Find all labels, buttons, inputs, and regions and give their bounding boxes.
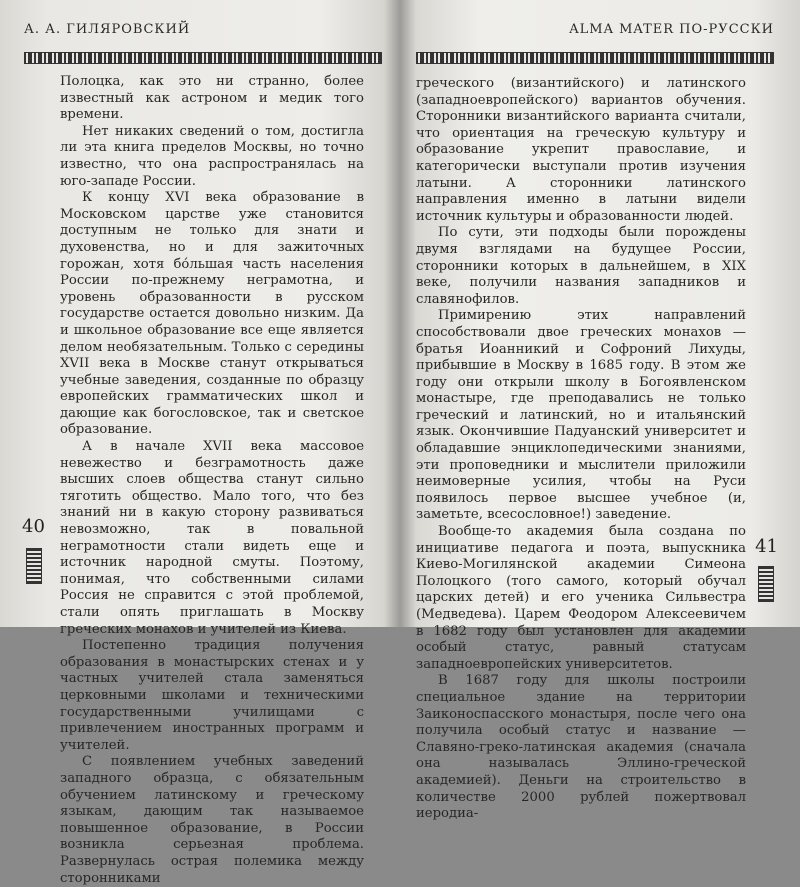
left-ornament-band: [24, 52, 382, 64]
paragraph: По сути, эти подходы были порождены двумя взглядами на будущее России, сторонники которых в дальнейшем, в XIX веке, получили названия западников и славянофилов.: [416, 225, 746, 307]
paragraph: Примирению этих направлений способствовали двое греческих монахов — братья Иоанникий и Софроний Лихуды, прибывшие в Москву в 1685 году. В этом же году они открыли школу в Богоявленском монастыре, где преподавались не только греческий и латинский, но и итальянский язык. Окончившие Падуанский университет и обладавшие энциклопедическими знаниями, эти проповедники и мыслители приложили неимоверные усилия, чтобы на Руси появилось первое высшее учебное (и, заметьте, всесословное!) заведение.: [416, 308, 746, 523]
paragraph: Вообще-то академия была создана по инициативе педагога и поэта, выпускника Киево-Могилянской академии Симеона Полоцкого (того самого, который обучал царских детей) и его ученика Сильвестра (Медведева). Царем Феодором Алексеевичем в 1682 году был установлен для академии особый статус, равный статусам западноевропейских университетов.: [416, 524, 746, 672]
right-page-number: 41: [755, 536, 778, 557]
paragraph: Нет никаких сведений о том, достигла ли эта книга пределов Москвы, но точно известно, что она распространялась на юго-западе России.: [60, 123, 364, 189]
left-page-number: 40: [22, 516, 45, 537]
left-body-text: [60, 74, 364, 887]
paragraph: К концу XVI века образование в Московском царстве уже становится доступным не только для знати и духовенства, но и для зажиточных горожан, хотя бо́льшая часть населения России по-прежнему неграмотна, и уровень образованности в русском государстве остается довольно низким. Да и школьное образование все еще является делом необязательным. Только с середины XVII века в Москве станут открываться учебные заведения, созданные по образцу европейских грамматических школ и дающие как богословское, так и светское образование.: [60, 190, 364, 438]
left-page: [0, 0, 398, 886]
right-body-text: [416, 76, 746, 823]
paragraph: А в начале XVII века массовое невежество и безграмотность даже высших слоев общества станут сильно тяготить общество. Мало того, что без знаний ни в какую сторону развиваться невозможно, так в повальной неграмотности стали видеть еще и источник народной смуты. Поэтому, понимая, что собственными силами Россия не справится с этой проблемой, стали опять приглашать в Москву греческих монахов и учителей из Киева.: [60, 439, 364, 637]
paragraph: Постепенно традиция получения образования в монастырских стенах и у частных учителей стала заменяться церковными школами и техническими государственными училищами с привлечением иностранных программ и учителей.: [60, 638, 364, 753]
paragraph: В 1687 году для школы построили специальное здание на территории Заиконоспасского монастыря, после чего она получила особый статус и название — Славяно-греко-латинская академия (сначала она называлась Эллино-греческой академией). Деньги на строительство в количестве 2000 рублей пожертвовал иеродиа-: [416, 673, 746, 822]
right-margin-ornament: [758, 566, 774, 602]
right-running-head: ALMA MATER ПО-РУССКИ: [569, 22, 774, 37]
paragraph: Полоцка, как это ни странно, более известный как астроном и медик того времени.: [60, 74, 364, 123]
right-ornament-band: [416, 52, 774, 64]
right-page: [402, 0, 800, 822]
left-margin-ornament: [26, 548, 42, 584]
paragraph: греческого (византийского) и латинского (западноевропейского) вариантов обучения. Сторонники византийского варианта считали, что ориентация на греческую культуру и образование укрепит православие, и категорически выступали против изучения латыни. А сторонники латинского направления именно в латыни видели источник культуры и образованности людей.: [416, 76, 746, 224]
paragraph: С появлением учебных заведений западного образца, с обязательным обучением латинскому и греческому языкам, дающим так называемое повышенное образование, в России возникла серьезная проблема. Развернулась острая полемика между сторонниками: [60, 754, 364, 886]
left-running-head: А. А. ГИЛЯРОВСКИЙ: [24, 22, 191, 37]
